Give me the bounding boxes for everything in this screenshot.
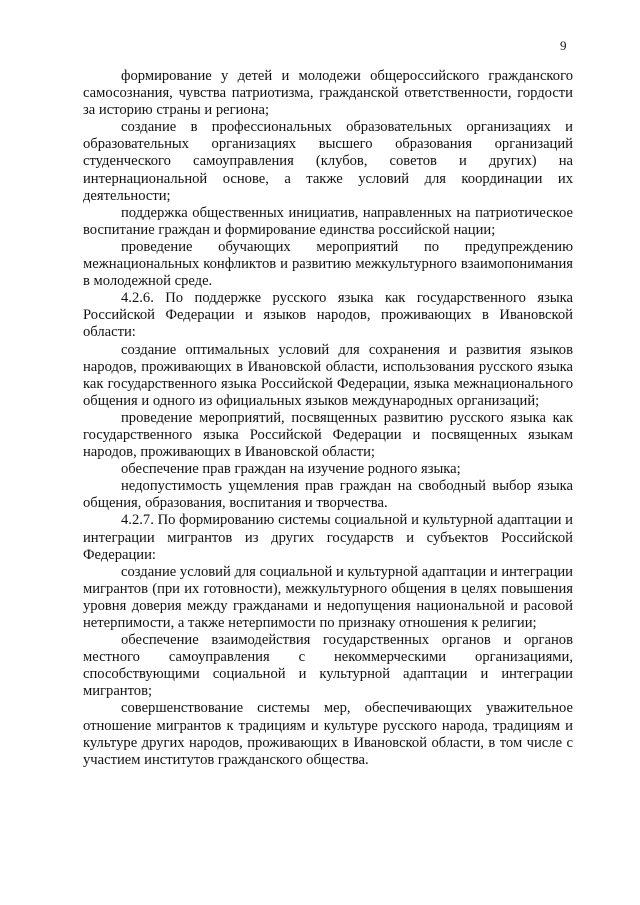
section-4-2-7-heading: 4.2.7. По формированию системы социальной и культурной адаптации и интеграции мигрантов из других государств и субъектов Российской Федерации: [83,512,573,563]
paragraph-ngo-cooperation: обеспечение взаимодействия государственных органов и органов местного самоуправления с некоммерческими организациями, способствующими социальной и культурной адаптации и интеграции мигрантов; [83,632,573,700]
paragraph-respect-for-traditions: совершенствование системы мер, обеспечивающих уважительное отношение мигрантов к традициям и культуре русского народа, традициям и культуре других народов, проживающих в Ивановской области, в том числе с участием институтов гражданского общества. [83,700,573,768]
paragraph-russian-language-events: проведение мероприятий, посвященных развитию русского языка как государственного языка Российской Федерации и посвященных языкам народов, проживающих в Ивановской области; [83,409,573,461]
document-body [83,68,573,769]
page-number: 9 [560,38,567,53]
paragraph-student-self-government: создание в профессиональных образовательных организациях и образовательных организациях высшего образования организаций студенческого самоуправления (клубов, советов и других) на интернациональной основе, а также условий для координации их деятельности; [83,119,573,204]
paragraph-public-initiatives: поддержка общественных инициатив, направленных на патриотическое воспитание граждан и формирование единства российской нации; [83,204,573,238]
paragraph-conflict-prevention-training: проведение обучающих мероприятий по предупреждению межнациональных конфликтов и развитию межкультурного взаимопонимания в молодежной среде. [83,238,573,290]
paragraph-native-language-rights: обеспечение прав граждан на изучение родного языка; [121,461,461,478]
paragraph-patriotic-consciousness: формирование у детей и молодежи общероссийского гражданского самосознания, чувства патриотизма, гражданской ответственности, гордости за историю страны и региона; [83,68,573,119]
paragraph-language-preservation: создание оптимальных условий для сохранения и развития языков народов, проживающих в Ивановской области, использования русского языка как государственного языка Российской Федерации, языка межнационального общения и одного из официальных языков международных организаций; [83,341,573,409]
section-4-2-6-heading: 4.2.6. По поддержке русского языка как государственного языка Российской Федерации и языков народов, проживающих в Ивановской области: [83,290,573,341]
paragraph-language-choice-freedom: недопустимость ущемления прав граждан на свободный выбор языка общения, образования, воспитания и творчества. [83,478,573,512]
paragraph-migrant-adaptation-conditions: создание условий для социальной и культурной адаптации и интеграции мигрантов (при их готовности), межкультурного общения в целях повышения уровня доверия между гражданами и недопущения национальной и расовой нетерпимости, а также нетерпимости по признаку отношения к религии; [83,563,573,631]
